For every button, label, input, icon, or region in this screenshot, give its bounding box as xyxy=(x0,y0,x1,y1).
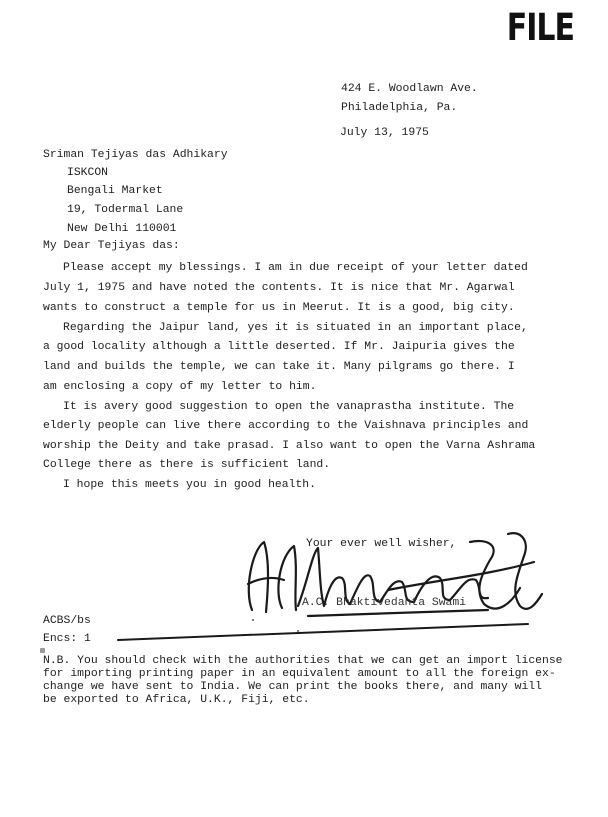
recipient-line: Sriman Tejiyas das Adhikary xyxy=(43,149,228,161)
body-line: Regarding the Jaipur land, yes it is situated in an important place, xyxy=(63,322,528,334)
ink-speck xyxy=(40,648,45,653)
body-line: I hope this meets you in good health. xyxy=(63,479,316,491)
file-stamp: FILE xyxy=(506,6,574,50)
body-line: worship the Deity and take prasad. I also want to open the Varna Ashrama xyxy=(43,440,536,452)
postscript-line: be exported to Africa, U.K., Fiji, etc. xyxy=(43,694,310,706)
body-line: July 1, 1975 and have noted the contents. It is nice that Mr. Agarwal xyxy=(43,282,515,294)
postscript-line: change we have sent to India. We can print the books there, and many will xyxy=(43,681,542,693)
typist-initials: ACBS/bs xyxy=(43,615,91,627)
body-line: am enclosing a copy of my letter to him. xyxy=(43,381,317,393)
postscript-line: for importing printing paper in an equivalent amount to all the foreign ex- xyxy=(43,668,556,680)
recipient-line: Bengali Market xyxy=(67,185,163,197)
body-line: wants to construct a temple for us in Meerut. It is a good, big city. xyxy=(43,302,515,314)
body-line: College there as there is sufficient land. xyxy=(43,459,331,471)
recipient-line: New Delhi 110001 xyxy=(67,223,177,235)
letter-date: July 13, 1975 xyxy=(340,127,429,139)
postscript-line: N.B. You should check with the authorities that we can get an import license xyxy=(43,655,563,667)
body-line: elderly people can live there according to the Vaishnava principles and xyxy=(43,420,529,432)
address-line: 424 E. Woodlawn Ave. xyxy=(341,83,478,95)
closing: Your ever well wisher, xyxy=(306,538,457,550)
recipient-line: ISKCON xyxy=(67,167,109,179)
ink-speck xyxy=(252,619,254,621)
body-line: a good locality although a little deserted. If Mr. Jaipuria gives the xyxy=(43,341,515,353)
address-line: Philadelphia, Pa. xyxy=(341,102,458,114)
body-line: Please accept my blessings. I am in due receipt of your letter dated xyxy=(63,262,528,274)
enclosures-note: Encs: 1 xyxy=(43,633,91,645)
recipient-line: 19, Todermal Lane xyxy=(67,204,184,216)
ink-speck xyxy=(297,630,299,632)
salutation: My Dear Tejiyas das: xyxy=(43,240,180,252)
signatory-name: A.C. Bhaktivedanta Swami xyxy=(302,597,467,609)
body-line: It is avery good suggestion to open the vanaprastha institute. The xyxy=(63,401,515,413)
body-line: land and builds the temple, we can take it. Many pilgrams go there. I xyxy=(43,361,515,373)
